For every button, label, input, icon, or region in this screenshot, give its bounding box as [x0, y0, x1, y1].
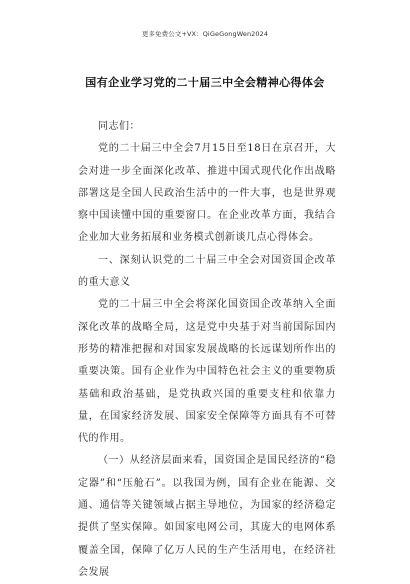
paragraph: 党的二十届三中全会将深化国资国企改革纳入全面深化改革的战略全局，这是党中央基于对当前国际国内形势的精准把握和对国家发展战略的长远谋划所作出的重要决策。国有企业作为中国特色社会主义的重要物质基础和政治基础，是党执政兴国的重要支柱和依靠力量，在国家经济发展、国家安全保障等方面具有不可替代的作用。: [78, 299, 336, 445]
section-heading: 一、深刻认识党的二十届三中全会对国资国企改革的重大意义: [78, 254, 336, 289]
paragraph: 党的二十届三中全会7月15日至18日在京召开，大会对进一步全面深化改革、推进中国式现代化作出战略部署这是全国人民政治生活中的一件大事，也是世界观察中国读懂中国的重要窗口。在企业改革方面，我结合企业加大业务拓展和业务模式创新谈几点心得体会。: [78, 143, 336, 244]
paragraph: （一）从经济层面来看，国资国企是国民经济的“稳定器”和“压舱石”。以我国为例，国有企业在能源、交通、通信等关键领域占据主导地位，为国家的经济稳定提供了坚实保障。如国家电网公司，其庞大的电网体系覆盖全国，保障了亿万人民的生产生活用电，在经济社会发展: [78, 455, 336, 578]
header-note: 更多免费公文+VX：QiGeGongWen2024: [141, 30, 269, 38]
greeting: 同志们：: [98, 121, 140, 132]
document-title: 国有企业学习党的二十届三中全会精神心得体会: [85, 76, 325, 89]
document-body: [78, 116, 336, 584]
